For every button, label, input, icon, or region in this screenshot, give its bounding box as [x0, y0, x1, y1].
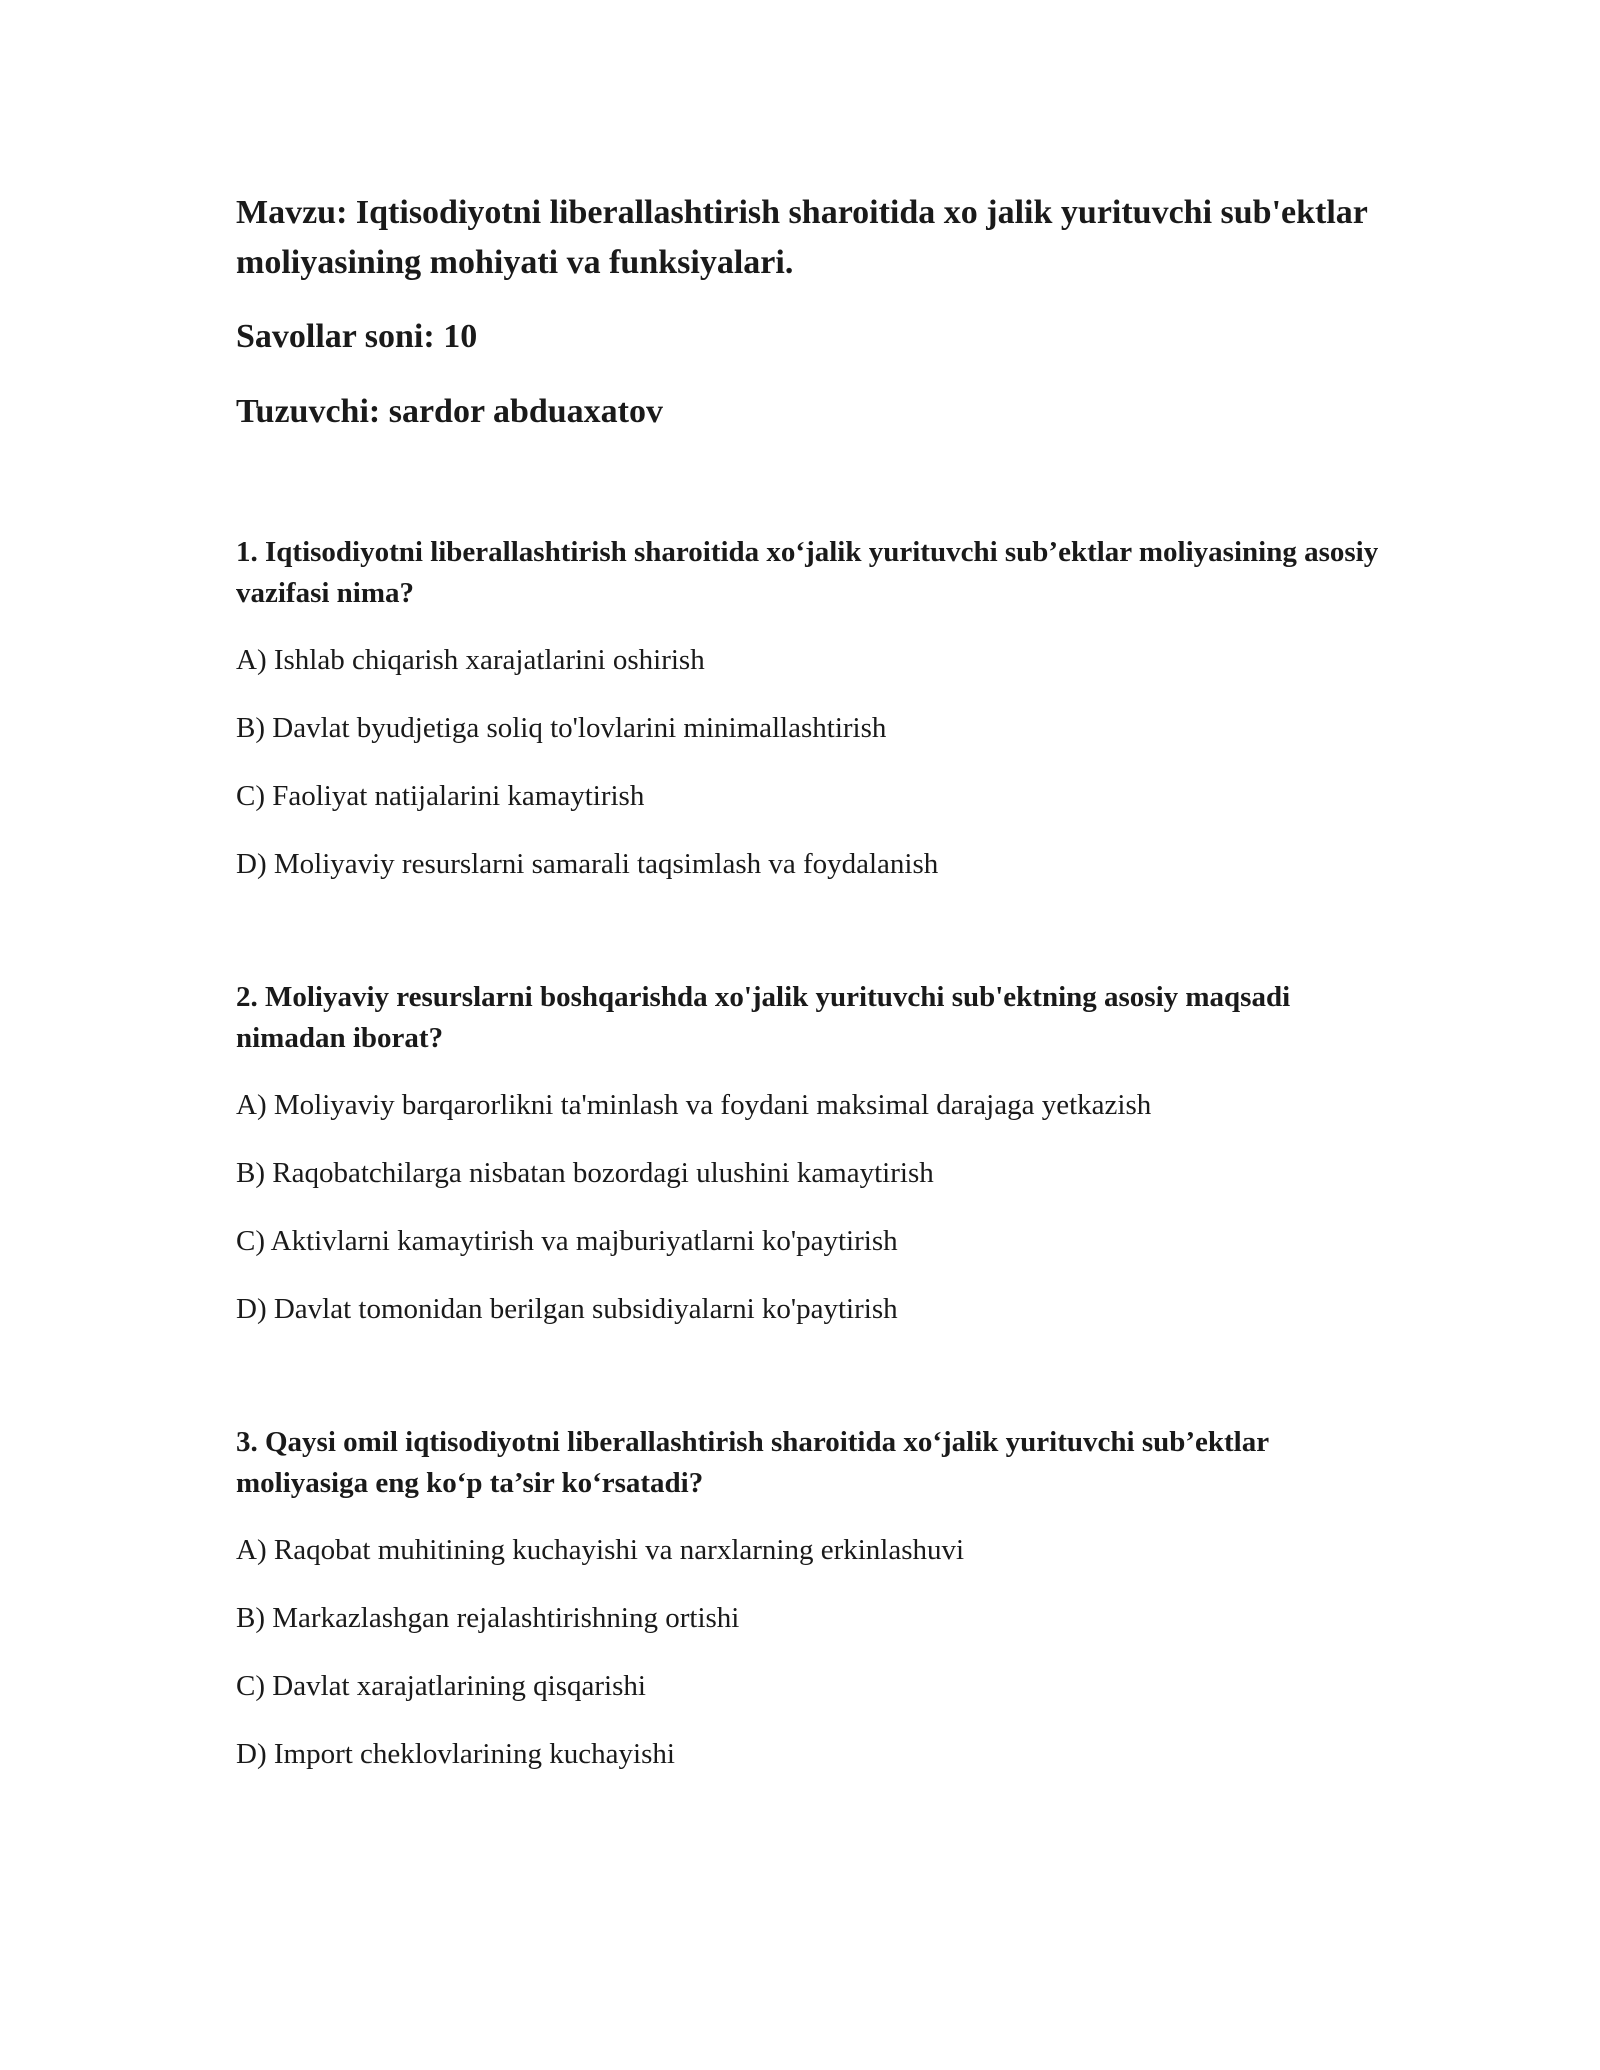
question-text: 3. Qaysi omil iqtisodiyotni liberallashtirish sharoitida xo‘jalik yurituvchi sub’ektlar moliyasiga eng ko‘p ta’sir ko‘rsatadi? — [236, 1426, 1269, 1499]
option-c: C) Faoliyat natijalarini kamaytirish — [236, 780, 645, 812]
answer-options — [236, 1530, 1396, 1775]
option-b: B) Raqobatchilarga nisbatan bozordagi ulushini kamaytirish — [236, 1157, 934, 1189]
option-b: B) Davlat byudjetiga soliq to'lovlarini minimallashtirish — [236, 712, 887, 744]
question-2 — [236, 977, 1396, 1330]
question-text: 1. Iqtisodiyotni liberallashtirish sharoitida xo‘jalik yurituvchi sub’ektlar moliyasining asosiy vazifasi nima? — [236, 536, 1379, 609]
option-b: B) Markazlashgan rejalashtirishning ortishi — [236, 1602, 740, 1634]
answer-options — [236, 1085, 1396, 1330]
question-1 — [236, 532, 1396, 885]
topic-heading: Mavzu: Iqtisodiyotni liberallashtirish sharoitida xo jalik yurituvchi sub'ektlar moliyasining mohiyati va funksiyalari. — [236, 194, 1368, 281]
author-line: Tuzuvchi: sardor abduaxatov — [236, 393, 663, 430]
question-count: Savollar soni: 10 — [236, 318, 478, 355]
option-a: A) Raqobat muhitining kuchayishi va narxlarning erkinlashuvi — [236, 1534, 965, 1566]
option-d: D) Import cheklovlarining kuchayishi — [236, 1738, 675, 1770]
answer-options — [236, 640, 1396, 885]
option-c: C) Aktivlarni kamaytirish va majburiyatlarni ko'paytirish — [236, 1225, 898, 1257]
option-a: A) Moliyaviy barqarorlikni ta'minlash va foydani maksimal darajaga yetkazish — [236, 1089, 1152, 1121]
option-d: D) Davlat tomonidan berilgan subsidiyalarni ko'paytirish — [236, 1293, 898, 1325]
question-text: 2. Moliyaviy resurslarni boshqarishda xo'jalik yurituvchi sub'ektning asosiy maqsadi nimadan iborat? — [236, 981, 1291, 1054]
document-content — [236, 188, 1396, 1775]
option-c: C) Davlat xarajatlarining qisqarishi — [236, 1670, 646, 1702]
option-a: A) Ishlab chiqarish xarajatlarini oshirish — [236, 644, 705, 676]
question-3 — [236, 1422, 1396, 1775]
option-d: D) Moliyaviy resurslarni samarali taqsimlash va foydalanish — [236, 848, 939, 880]
